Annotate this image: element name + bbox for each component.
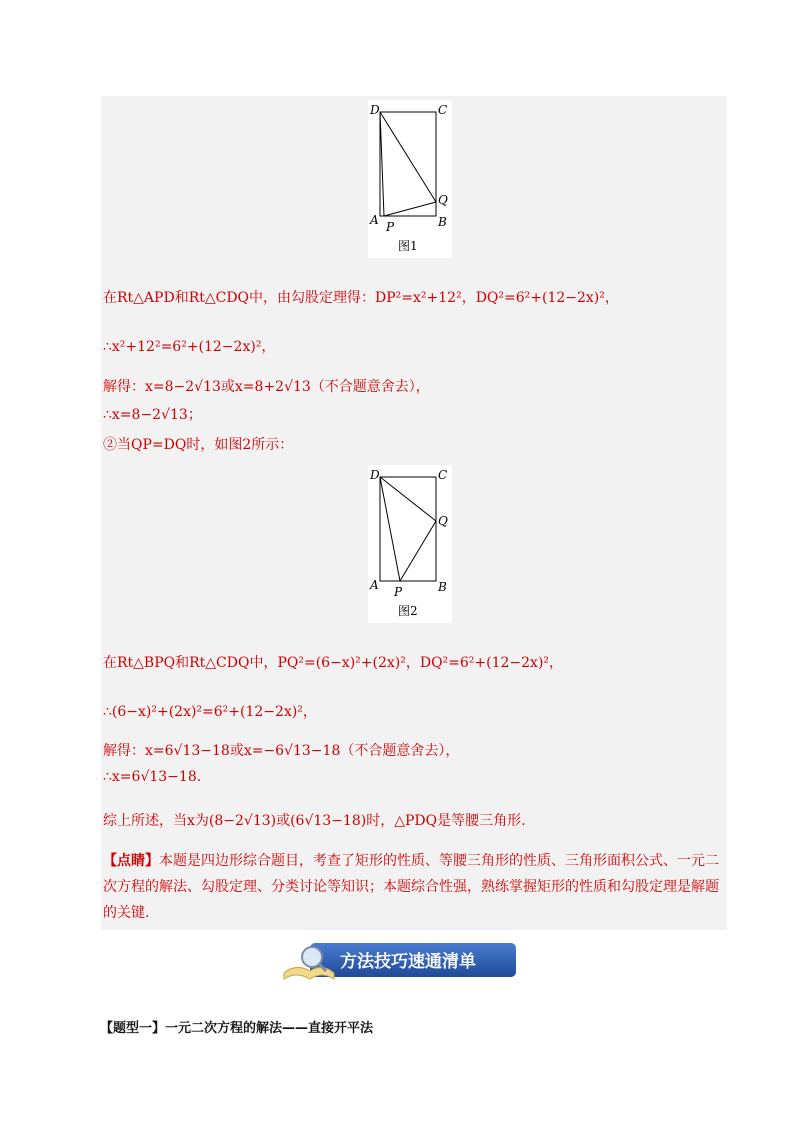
figure-2 [368, 465, 452, 623]
equation-line-8: 解得：x=6√13−18或x=−6√13−18（不合题意舍去）， [103, 743, 460, 759]
equation-line-5: ②当QP=DQ时，如图2所示： [103, 437, 294, 453]
method-banner [282, 939, 520, 983]
equation-line-3: 解得：x=8−2√13或x=8+2√13（不合题意舍去）， [103, 379, 430, 395]
equation-line-2: ∴x²+12²=6²+(12−2x)²， [103, 339, 276, 355]
label-Q: Q [438, 193, 448, 207]
banner-graphic [282, 939, 520, 983]
key-point-text: 本题是四边形综合题目，考查了矩形的性质、等腰三角形的性质、三角形面积公式、一元二次方程的解法、勾股定理、分类讨论等知识；本题综合性强，熟练掌握矩形的性质和勾股定理是解题的关键. [103, 853, 719, 921]
label-B: B [438, 215, 447, 229]
label-D: D [370, 103, 380, 117]
figure-1-diagram [368, 100, 452, 258]
label-P: P [394, 585, 403, 599]
figure-2-caption: 图2 [398, 604, 418, 618]
label-A: A [370, 578, 379, 592]
figure-2-diagram [368, 465, 452, 623]
label-A: A [370, 213, 379, 227]
section-heading: 【题型一】一元二次方程的解法——直接开平法 [100, 1021, 374, 1036]
banner-label: 方法技巧速通清单 [340, 952, 476, 972]
key-point-note [103, 848, 723, 926]
label-B: B [438, 580, 447, 594]
equation-line-4: ∴x=8−2√13； [103, 407, 202, 423]
label-Q: Q [438, 514, 448, 528]
equation-line-6: 在Rt△BPQ和Rt△CDQ中，PQ²=(6−x)²+(2x)²，DQ²=6²+(12−2x)²， [103, 655, 564, 671]
label-D: D [370, 468, 380, 482]
key-point-tag: 【点睛】 [103, 853, 159, 869]
label-P: P [386, 220, 395, 234]
label-C: C [438, 103, 448, 117]
conclusion-line: 综上所述，当x为(8−2√13)或(6√13−18)时，△PDQ是等腰三角形. [103, 813, 526, 829]
label-C: C [438, 468, 448, 482]
equation-line-9: ∴x=6√13−18. [103, 769, 202, 785]
figure-1-caption: 图1 [398, 239, 418, 253]
equation-line-1: 在Rt△APD和Rt△CDQ中，由勾股定理得：DP²=x²+12²，DQ²=6²+(12−2x)²， [103, 290, 619, 306]
equation-line-7: ∴(6−x)²+(2x)²=6²+(12−2x)²， [103, 704, 317, 720]
figure-1 [368, 100, 452, 258]
